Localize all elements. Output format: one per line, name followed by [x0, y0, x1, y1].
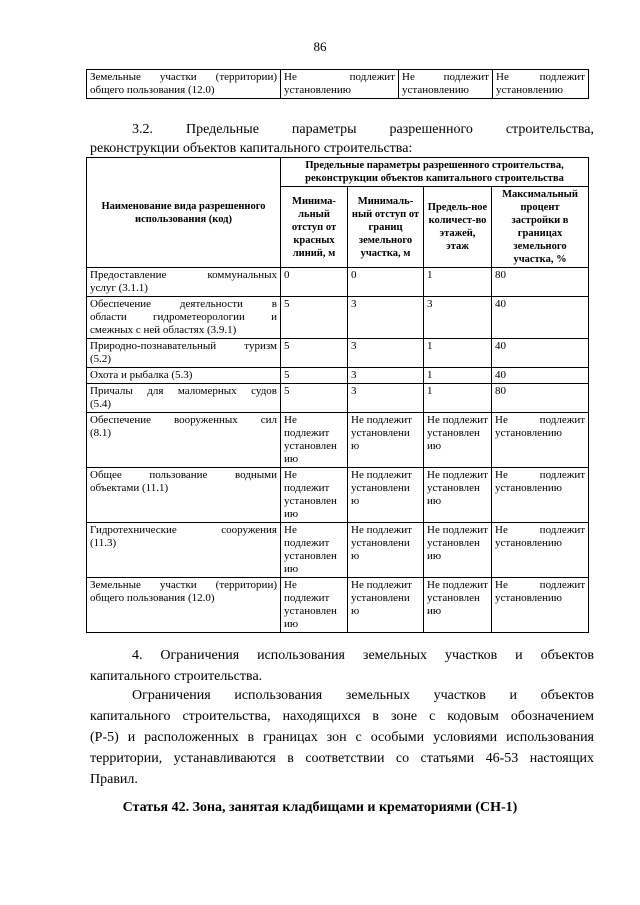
- text-line: Правил.: [90, 772, 138, 787]
- value-cell: 40: [492, 339, 589, 368]
- value-cell: Не подлежит установлен ию: [281, 468, 348, 523]
- use-type-cell: Обеспечение вооруженных сил (8.1): [87, 413, 281, 468]
- value-cell: 5: [281, 368, 348, 384]
- value-cell: 1: [424, 368, 492, 384]
- value-cell: 5: [281, 339, 348, 368]
- value-cell: 3: [348, 384, 424, 413]
- use-type-cell: Предоставление коммунальных услуг (3.1.1): [87, 268, 281, 297]
- value-cell: Не подлежит установлен ию: [281, 578, 348, 633]
- use-type-cell: Причалы для маломерных судов (5.4): [87, 384, 281, 413]
- table-row: [87, 523, 589, 578]
- heading-word: разрешенного: [389, 122, 473, 137]
- value-cell: Не подлежит установлен ию: [281, 523, 348, 578]
- value-cell: Не подлежит установлени ю: [348, 413, 424, 468]
- table-row: [87, 268, 589, 297]
- use-type-cell: Охота и рыбалка (5.3): [87, 368, 281, 384]
- heading-word: параметры: [291, 122, 357, 137]
- value-cell: Не подлежит установлению: [492, 413, 589, 468]
- heading-word: Предельные: [185, 122, 259, 137]
- text-line: территории, устанавливаются в соответствии со статьями 46-53 настоящих: [90, 751, 594, 766]
- value-cell: 5: [281, 384, 348, 413]
- top-table-cell: Не подлежит установлению: [493, 70, 589, 99]
- table-row: [87, 413, 589, 468]
- article-title: Статья 42. Зона, занятая кладбищами и крематориями (СН-1): [122, 800, 518, 815]
- value-cell: 1: [424, 268, 492, 297]
- value-cell: Не подлежит установлени ю: [348, 578, 424, 633]
- table-row: [87, 368, 589, 384]
- header-col-plot-boundary: Минималь-ный отступ от границ земельного участка, м: [348, 187, 424, 268]
- use-type-cell: Обеспечение деятельности в области гидрометеорологии и смежных с ней областях (3.9.1): [87, 297, 281, 339]
- table-row: [87, 468, 589, 523]
- text-line: 4. Ограничения использования земельных участков и объектов: [132, 648, 594, 663]
- top-table-fragment: [86, 69, 589, 99]
- heading-word: строительства,: [505, 122, 594, 137]
- value-cell: Не подлежит установлен ию: [424, 578, 492, 633]
- top-table-cell: Не подлежит установлению: [281, 70, 399, 99]
- heading-line: реконструкции объектов капитального строительства:: [90, 141, 413, 156]
- value-cell: 3: [348, 297, 424, 339]
- restrictions-paragraph: [90, 685, 594, 790]
- table-row: [87, 384, 589, 413]
- header-name-column: Наименование вида разрешенного использования (код): [87, 158, 281, 268]
- section-3-2-heading: [90, 120, 594, 158]
- value-cell: 3: [348, 339, 424, 368]
- top-table-name-cell: Земельные участки (территории) общего пользования (12.0): [87, 70, 281, 99]
- value-cell: Не подлежит установлению: [492, 578, 589, 633]
- parameters-table: [86, 157, 589, 633]
- header-group: Предельные параметры разрешенного строительства, реконструкции объектов капитального строительства: [281, 158, 589, 187]
- table-row: [87, 297, 589, 339]
- use-type-cell: Земельные участки (территории) общего пользования (12.0): [87, 578, 281, 633]
- use-type-cell: Общее пользование водными объектами (11.1): [87, 468, 281, 523]
- value-cell: 0: [348, 268, 424, 297]
- value-cell: 1: [424, 339, 492, 368]
- table-row: [87, 70, 589, 99]
- value-cell: 80: [492, 384, 589, 413]
- value-cell: Не подлежит установлени ю: [348, 468, 424, 523]
- value-cell: 0: [281, 268, 348, 297]
- section-4-heading: [90, 645, 594, 687]
- use-type-cell: Гидротехнические сооружения (11.3): [87, 523, 281, 578]
- value-cell: Не подлежит установлен ию: [424, 413, 492, 468]
- value-cell: Не подлежит установлен ию: [281, 413, 348, 468]
- value-cell: Не подлежит установлен ию: [424, 468, 492, 523]
- use-type-cell: Природно-познавательный туризм (5.2): [87, 339, 281, 368]
- text-line: капитального строительства, находящихся в зоне с кодовым обозначением: [90, 709, 594, 724]
- value-cell: Не подлежит установлен ию: [424, 523, 492, 578]
- header-col-floors: Предель-ное количест-во этажей, этаж: [424, 187, 492, 268]
- value-cell: 3: [348, 368, 424, 384]
- text-line: капитального строительства.: [90, 669, 263, 684]
- value-cell: Не подлежит установлению: [492, 523, 589, 578]
- text-line: (Р-5) и расположенных в границах зон с особыми условиями использования: [90, 730, 594, 745]
- top-table-cell: Не подлежит установлению: [399, 70, 493, 99]
- value-cell: Не подлежит установлени ю: [348, 523, 424, 578]
- value-cell: 40: [492, 368, 589, 384]
- value-cell: 40: [492, 297, 589, 339]
- section-number: 3.2.: [132, 122, 153, 137]
- value-cell: Не подлежит установлению: [492, 468, 589, 523]
- value-cell: 3: [424, 297, 492, 339]
- value-cell: 1: [424, 384, 492, 413]
- text-line: Ограничения использования земельных участков и объектов: [132, 688, 594, 703]
- header-col-coverage: Максимальный процент застройки в границах земельного участка, %: [492, 187, 589, 268]
- header-col-red-lines: Минима-льный отступ от красных линий, м: [281, 187, 348, 268]
- value-cell: 80: [492, 268, 589, 297]
- table-row: [87, 339, 589, 368]
- value-cell: 5: [281, 297, 348, 339]
- table-row: [87, 578, 589, 633]
- page-number: 86: [313, 39, 327, 54]
